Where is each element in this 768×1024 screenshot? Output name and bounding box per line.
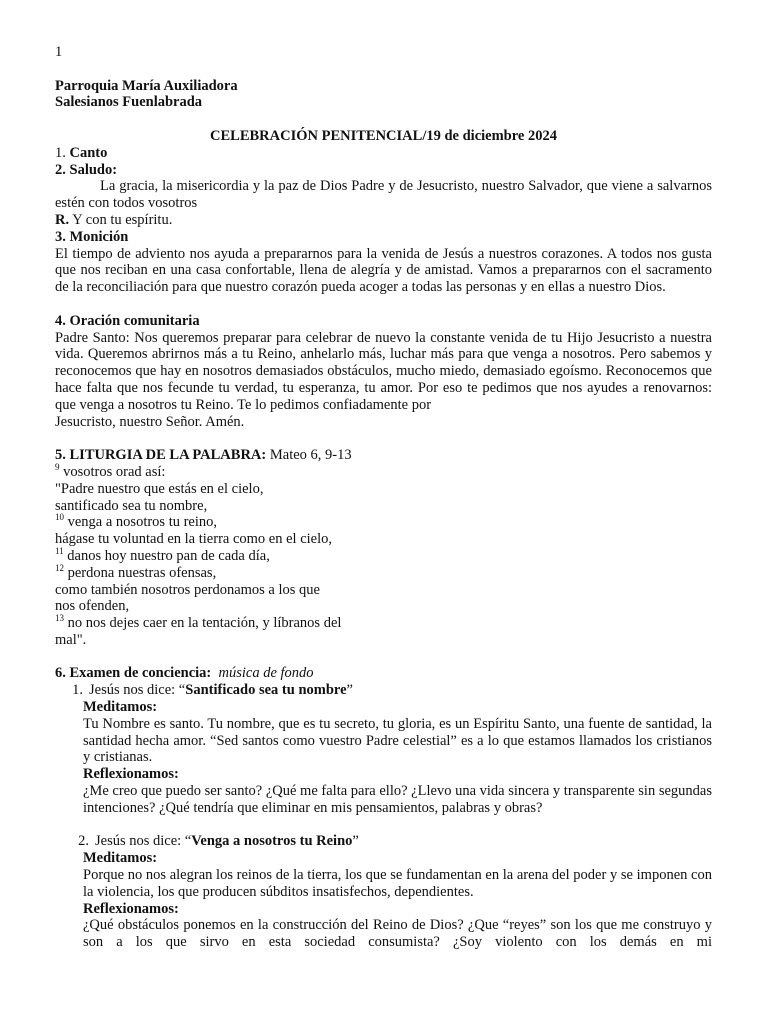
section-4-heading: 4. Oración comunitaria (55, 312, 200, 329)
parish-name: Parroquia María Auxiliadora (55, 77, 238, 94)
section-5-heading: 5. LITURGIA DE LA PALABRA: Mateo 6, 9-13 (55, 447, 352, 464)
section-3-heading: 3. Monición (55, 228, 129, 245)
section-6-heading: 6. Examen de conciencia: música de fondo (55, 665, 314, 682)
greeting-response: R. Y con tu espíritu. (55, 211, 173, 228)
verse-line: hágase tu voluntad en la tierra como en el cielo, (55, 531, 333, 548)
reflection-text: ¿Qué obstáculos ponemos en la construcción del Reino de Dios? ¿Que “reyes” son los que me construyo y son a los que sirvo en esta sociedad consumista? ¿Soy violento con los demás en mi (83, 917, 712, 951)
reflection-label: Reflexionamos: (83, 900, 179, 917)
section-2-heading: 2. Saludo: (55, 161, 118, 178)
examination-item (55, 833, 712, 951)
section-1-heading: 1. Canto (55, 144, 108, 161)
examination-item (55, 682, 712, 816)
page-number: 1 (55, 44, 63, 60)
reflection-text: ¿Me creo que puedo ser santo? ¿Qué me falta para ello? ¿Llevo una vida sincera y transparente sin segundas intenciones? ¿Qué tendría que eliminar en mis pensamientos, palabras y obras? (83, 783, 712, 816)
verse-line: nos ofenden, (55, 598, 130, 615)
prayer-last-line: Jesucristo, nuestro Señor. Amén. (55, 413, 245, 430)
monition-text: El tiempo de adviento nos ayuda a prepararnos para la venida de Jesús a nuestros corazones. A todos nos gusta que nos reciban en una casa confortable, llena de alegría y de amistad. Vamos a prepararnos con el sacramento de la reconciliación para que nuestro corazón pueda acoger a todas las personas y en ellas a nuestro Dios. (55, 245, 712, 296)
verse-line: como también nosotros perdonamos a los que (55, 581, 320, 598)
verse-line: $^{12}$ perdona nuestras ofensas, (55, 562, 217, 581)
examination-item-heading: 1. Jesús nos dice: “Santificado sea tu nombre” (72, 682, 353, 699)
greeting-text: La gracia, la misericordia y la paz de Dios Padre y de Jesucristo, nuestro Salvador, que viene a salvarnos estén con todos vosotros (55, 178, 712, 212)
verse-line: $^9$ vosotros orad así: (55, 462, 166, 480)
verse-line: santificado sea tu nombre, (55, 497, 208, 514)
meditation-label: Meditamos: (83, 850, 158, 867)
verse-line: mal". (55, 631, 87, 648)
verse-line: "Padre nuestro que estás en el cielo, (55, 480, 264, 497)
parish-subtitle: Salesianos Fuenlabrada (55, 94, 203, 111)
verse-line: $^{13}$ no nos dejes caer en la tentación, y líbranos del (55, 613, 342, 632)
scripture-passage (55, 464, 712, 649)
verse-line: $^{11}$ danos hoy nuestro pan de cada día, (55, 546, 270, 564)
reflection-label: Reflexionamos: (83, 766, 179, 783)
prayer-text: Padre Santo: Nos queremos preparar para celebrar de nuevo la constante venida de tu Hijo Jesucristo a nuestra vida. Queremos abrirnos más a tu Reino, anhelarlo más, luchar más para que venga a nosotros. Pero sabemos y reconocemos que hay en nosotros demasiados obstáculos, mucho miedo, demasiado egoísmo. Reconocemos que hace falta que nos fecunde tu verdad, tu esperanza, tu amor. Por eso te pedimos que nos ayudes a renovarnos: que venga a nosotros tu Reino. Te lo pedimos confiadamente por (55, 329, 712, 413)
meditation-text: Tu Nombre es santo. Tu nombre, que es tu secreto, tu gloria, es un Espíritu Santo, una fuente de santidad, la santidad hecha amor. “Sed santos como vuestro Padre celestial” es a lo que estamos llamados los cristianos y cristianas. (83, 715, 712, 766)
meditation-label: Meditamos: (83, 699, 158, 716)
meditation-text: Porque no nos alegran los reinos de la tierra, los que se fundamentan en la arena del poder y se imponen con la violencia, los que producen súbditos insatisfechos, dependientes. (83, 867, 712, 900)
document-body (55, 44, 712, 951)
verse-line: $^{10}$ venga a nosotros tu reino, (55, 512, 218, 531)
examination-item-heading: 2. Jesús nos dice: “Venga a nosotros tu Reino” (78, 833, 359, 850)
document-title: CELEBRACIÓN PENITENCIAL/19 de diciembre 2024 (210, 127, 557, 144)
